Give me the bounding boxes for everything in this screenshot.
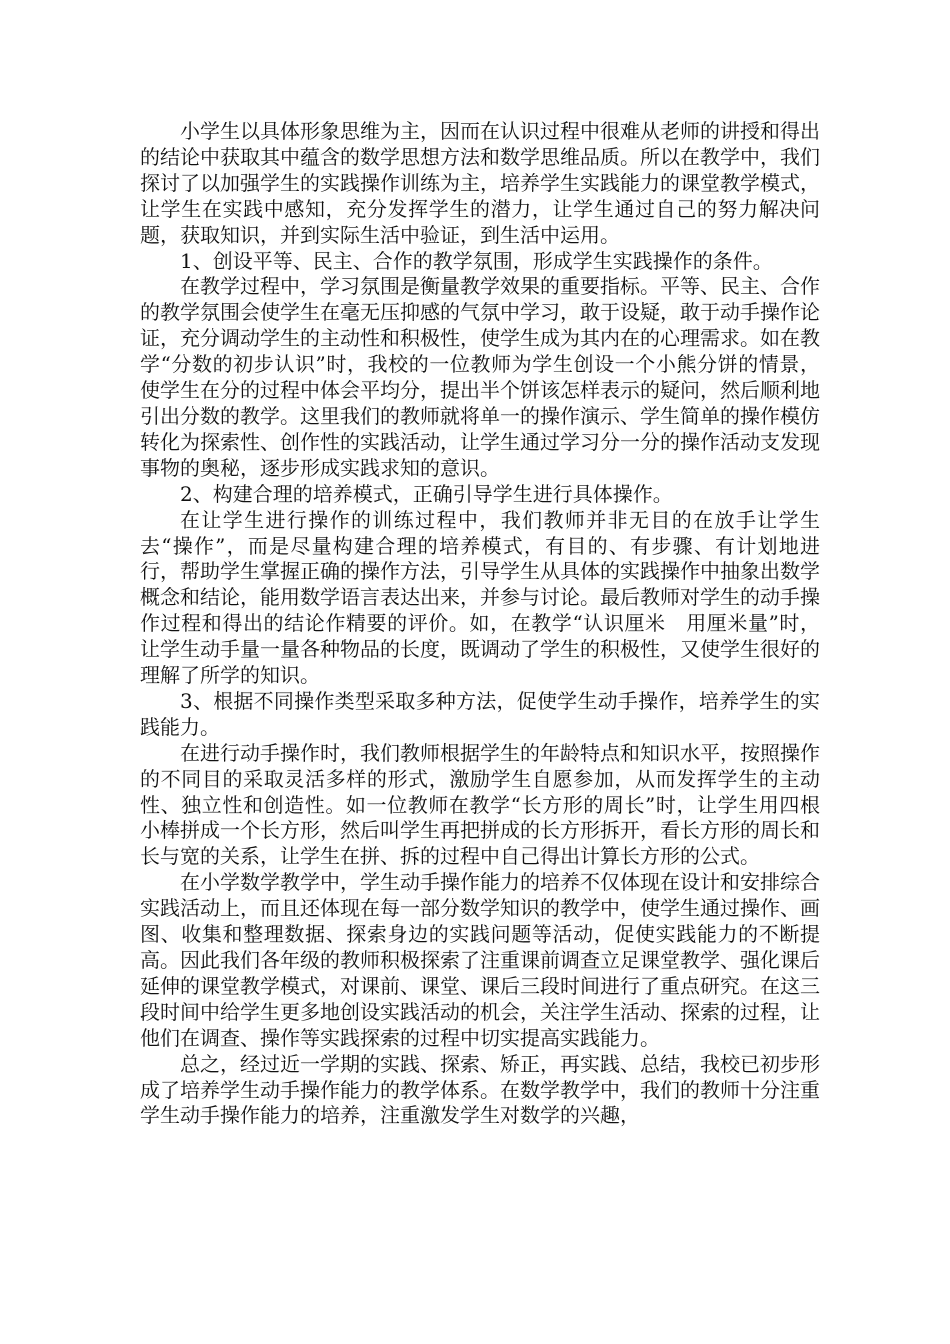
heading-point-2: 2、构建合理的培养模式，正确引导学生进行具体操作。 <box>180 481 673 506</box>
document-body <box>140 119 820 1129</box>
paragraph-point-1: 在教学过程中，学习氛围是衡量教学效果的重要指标。平等、民主、合作的教学氛围会使学生在毫无压抑感的气氛中学习，敢于设疑，敢于动手操作论证，充分调动学生的主动性和积极性，使学生成为其内在的心理需求。如在教学“分数的初步认识”时，我校的一位教师为学生创设一个小熊分饼的情景，使学生在分的过程中体会平均分，提出半个饼该怎样表示的疑问，然后顺利地引出分数的教学。这里我们的教师就将单一的操作演示、学生简单的操作模仿转化为探索性、创作性的实践活动，让学生通过学习分一分的操作活动支发现事物的奥秘，逐步形成实践求知的意识。 <box>140 274 820 480</box>
paragraph-practice: 在小学数学教学中，学生动手操作能力的培养不仅体现在设计和安排综合实践活动上，而且还体现在每一部分数学知识的教学中，使学生通过操作、画图、收集和整理数据、探索身边的实践问题等活动，促使实践能力的不断提高。因此我们各年级的教师积极探索了注重课前调查立足课堂教学、强化课后延伸的课堂教学模式，对课前、课堂、课后三段时间进行了重点研究。在这三段时间中给学生更多地创设实践活动的机会，关注学生活动、探索的过程，让他们在调查、操作等实践探索的过程中切实提高实践能力。 <box>140 870 820 1050</box>
heading-point-1: 1、创设平等、民主、合作的教学氛围，形成学生实践操作的条件。 <box>180 248 773 273</box>
paragraph-point-2: 在让学生进行操作的训练过程中，我们教师并非无目的在放手让学生去“操作”，而是尽量构建合理的培养模式，有目的、有步骤、有计划地进行，帮助学生掌握正确的操作方法，引导学生从具体的实践操作中抽象出数学概念和结论，能用数学语言表达出来，并参与讨论。最后教师对学生的动手操作过程和得出的结论作精要的评价。如，在教学“认识厘米 用厘米量”时，让学生动手量一量各种物品的长度，既调动了学生的积极性，又使学生很好的理解了所学的知识。 <box>140 507 820 688</box>
paragraph-point-3: 在进行动手操作时，我们教师根据学生的年龄特点和知识水平，按照操作的不同目的采取灵活多样的形式，激励学生自愿参加，从而发挥学生的主动性、独立性和创造性。如一位教师在教学“长方形的周长”时，让学生用四根小棒拼成一个长方形，然后叫学生再把拼成的长方形拆开，看长方形的周长和长与宽的关系，让学生在拼、拆的过程中自己得出计算长方形的公式。 <box>140 740 820 869</box>
paragraph-intro: 小学生以具体形象思维为主，因而在认识过程中很难从老师的讲授和得出的结论中获取其中蕴含的数学思想方法和数学思维品质。所以在教学中，我们探讨了以加强学生的实践操作训练为主，培养学生实践能力的课堂教学模式，让学生在实践中感知，充分发挥学生的潜力，让学生通过自己的努力解决问题，获取知识，并到实际生活中验证，到生活中运用。 <box>140 119 820 247</box>
heading-point-3: 3、根据不同操作类型采取多种方法，促使学生动手操作，培养学生的实践能力。 <box>140 688 820 739</box>
paragraph-conclusion: 总之，经过近一学期的实践、探索、矫正，再实践、总结，我校已初步形成了培养学生动手操作能力的教学体系。在数学教学中，我们的教师十分注重学生动手操作能力的培养，注重激发学生对数学的兴趣， <box>140 1051 820 1128</box>
